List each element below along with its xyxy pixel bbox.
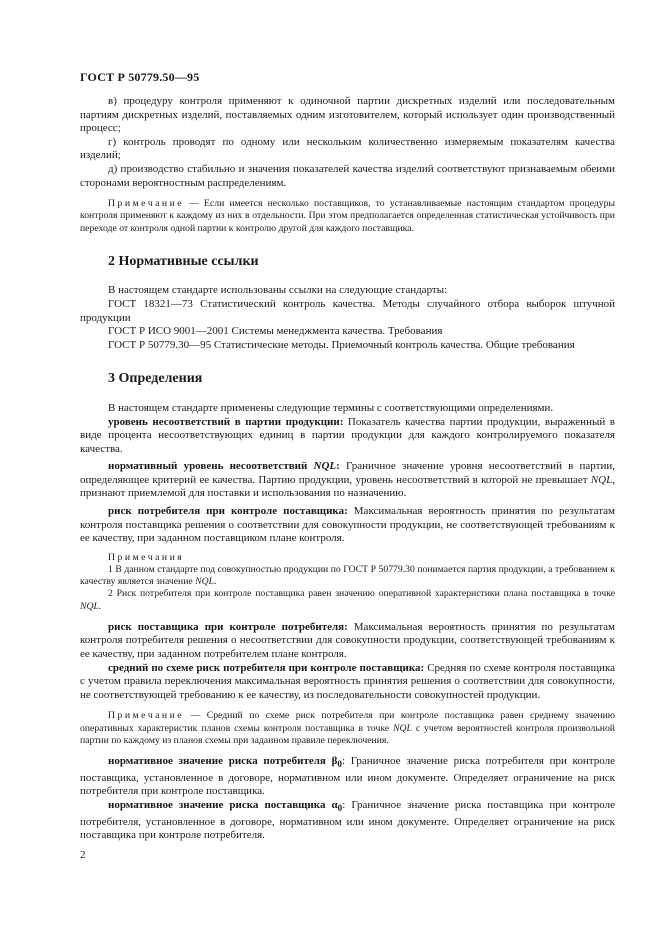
note-3: Примечание — Средний по схеме риск потребителя при контроле поставщика равен среднему значению оперативных характеристик планов схемы контроля поставщика в точке NQL с учетом вероятностей контроля произвольной партии по каждому из планов схемы при заданном правиле переключения. — [80, 710, 615, 746]
notes-heading: Примечания — [108, 551, 185, 563]
term-definition — [80, 621, 615, 662]
note-1 — [80, 198, 615, 235]
term: риск поставщика при контроле потребителя: — [108, 620, 348, 633]
note-item: 2 Риск потребителя при контроле поставщика равен значению оперативной характеристики плана поставщика в точке NQL. — [80, 588, 615, 612]
definition: Максимальная вероятность принятия по результатам контроля потребителя решения о несоответствии для совокупности продукции, соответствующей требованиям к ее качеству, при заданном потребителем плане контроля. — [80, 620, 615, 661]
section-2-title: 2 Нормативные ссылки — [108, 253, 259, 269]
page-content — [80, 95, 615, 843]
term-definition — [80, 505, 615, 546]
reference-item: ГОСТ 18321—73 Статистический контроль качества. Методы случайного отбора выборок штучной продукции — [80, 297, 615, 324]
list-item-v: в) процедуру контроля применяют к одиночной партии дискретных изделий или последовательным партиям дискретных изделий, поставляемых одним изготовителем, который использует один производственный процесс; — [80, 95, 615, 135]
note-label: Примечание — [108, 198, 185, 210]
definition: Максимальная вероятность принятия по результатам контроля поставщика решения о соответствии для совокупности продукции, не соответствующей требованиям к ее качеству, при заданном поставщиком плане контроля. — [80, 505, 615, 545]
definition: Граничное значение уровня несоответствий в партии, определяющее критерий ее качества. Партию продукции, уровень несоответствий в которой не превышает NQL, признают приемлемой для поставки и использования по назначению. — [80, 460, 615, 500]
definition: Средняя по схеме контроля поставщика с учетом правила переключения максимальная вероятность принятия решения о соответствии для совокупности, не соответствующей требованию к ее качеству, из последовательности совокупностей продукции. — [80, 661, 616, 701]
term: нормативный уровень несоответствий NQL: — [108, 460, 340, 473]
section-2-lead: В настоящем стандарте использованы ссылки на следующие стандарты: — [108, 284, 448, 297]
reference-item: ГОСТ Р 50779.30—95 Статистические методы. Приемочный контроль качества. Общие требования — [108, 338, 575, 351]
list-item-d: д) производство стабильно и значения показателей качества изделий соответствуют признаваемым обеими сторонами вероятностным распределениям. — [80, 162, 615, 189]
term-definition — [80, 460, 615, 501]
definition: Показатель качества партии продукции, выраженный в виде процента несоответствующих единиц в партии продукции для каждого контролируемого показателя качества. — [80, 415, 615, 455]
reference-item: ГОСТ Р ИСО 9001—2001 Системы менеджмента качества. Требования — [108, 325, 443, 338]
term: нормативное значение риска поставщика $\alpha_0$ — [108, 799, 343, 814]
term: уровень несоответствий в партии продукции: — [108, 415, 344, 428]
term: нормативное значение риска потребителя $\beta_0$ — [108, 755, 342, 770]
term-definition — [80, 416, 615, 457]
term: средний по схеме риск потребителя при контроле поставщика: — [108, 661, 425, 674]
document-header: ГОСТ Р 50779.50—95 — [80, 70, 200, 84]
page-number: 2 — [80, 849, 86, 861]
list-item-g: г) контроль проводят по одному или нескольким количественно измеряемым показателям качества изделий; — [80, 135, 615, 162]
definition: : Граничное значение риска поставщика при контроле потребителя, установленное в договоре, нормативном или ином документе. Определяет ограничение на риск поставщика при контроле потребителя. — [80, 799, 615, 842]
term-definition — [80, 799, 615, 843]
term: риск потребителя при контроле поставщика: — [108, 505, 348, 518]
term-definition — [80, 755, 615, 799]
section-3-lead: В настоящем стандарте применены следующие термины с соответствующими определениями. — [108, 401, 554, 414]
term-definition — [80, 662, 615, 703]
section-3-title: 3 Определения — [108, 371, 203, 387]
note-text: — Если имеется несколько поставщиков, то устанавливаемые настоящим стандартом процедуры контроля применяют к каждому из них в отдельности. При этом предполагается определенная статистическая устойчивость при переходе от контроля одной партии к контролю другой для каждого поставщика. — [80, 198, 615, 234]
definition: : Граничное значение риска потребителя при контроле поставщика, установленное в договоре, нормативном или ином документе. Определяет ограничение на риск потребителя при контроле поставщика. — [80, 755, 615, 798]
note-item: 1 В данном стандарте под совокупностью продукции по ГОСТ Р 50779.30 понимается партия продукции, а требованием к качеству является значение NQL. — [80, 564, 615, 588]
